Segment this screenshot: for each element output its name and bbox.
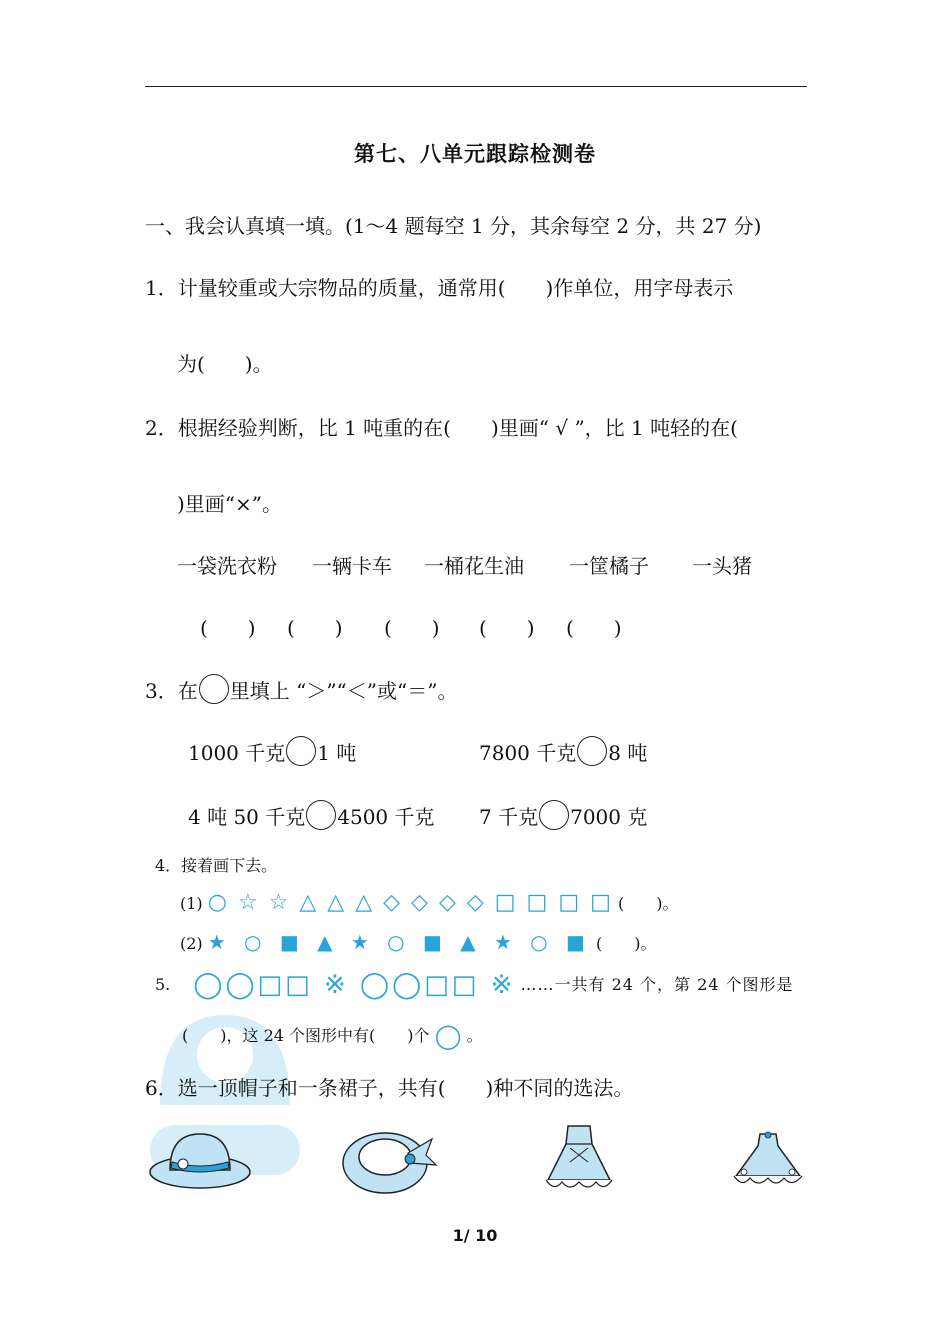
- pattern-shapes-icon: ◯◯□□ ※ ◯◯□□ ※: [193, 970, 516, 1000]
- q6-text: 6．选一顶帽子和一条裙子，共有( )种不同的选法。: [145, 1076, 634, 1100]
- hat-2-icon: [340, 1125, 440, 1200]
- header-rule: [145, 86, 807, 87]
- q3-left: 4 吨 50 千克: [188, 805, 306, 829]
- q3-row: [479, 736, 647, 766]
- q2-answer-blank[interactable]: ( ): [200, 616, 256, 640]
- q3-suffix: 里填上 “＞”“＜”或“＝”。: [229, 679, 458, 703]
- q3-right: 8 吨: [608, 741, 648, 765]
- q3-left: 7 千克: [479, 805, 539, 829]
- pattern-shapes-icon: ★ ○ ■ ▲ ★ ○ ■ ▲ ★ ○ ■: [207, 930, 591, 954]
- q2-item: 一桶花生油: [424, 554, 524, 578]
- compare-circle-icon[interactable]: [539, 800, 569, 830]
- compare-circle-icon[interactable]: [306, 800, 336, 830]
- q3-right: 4500 千克: [337, 805, 435, 829]
- q5-text: ……一共有 24 个，第 24 个图形是: [520, 975, 794, 994]
- q4-row-label: (2): [180, 934, 203, 953]
- q5-number: 5.: [155, 975, 171, 994]
- q1-line2: 为( )。: [177, 352, 273, 376]
- q2-answer-blank[interactable]: ( ): [287, 616, 343, 640]
- compare-circle-icon[interactable]: [577, 736, 607, 766]
- q2-line1: 2．根据经验判断，比 1 吨重的在( )里画“ √ ”，比 1 吨轻的在(: [145, 416, 738, 440]
- q4-blank[interactable]: ( )。: [596, 934, 657, 953]
- q3-prefix: 3．在: [145, 679, 198, 703]
- q5-text: 。: [466, 1026, 483, 1045]
- q2-answer-blank[interactable]: ( ): [384, 616, 440, 640]
- q2-item: 一袋洗衣粉: [177, 554, 277, 578]
- dress-2-icon: [730, 1130, 806, 1192]
- q1-line1: 1．计量较重或大宗物品的质量，通常用( )作单位，用字母表示: [145, 276, 734, 300]
- page-number: 1/ 10: [452, 1226, 498, 1245]
- dress-1-icon: [540, 1122, 618, 1194]
- q3-left: 7800 千克: [479, 741, 577, 765]
- q3-left: 1000 千克: [188, 741, 286, 765]
- q3-row: [479, 800, 647, 830]
- q4-row1: [180, 890, 679, 915]
- q3-instruction: [145, 674, 457, 704]
- q4-blank[interactable]: ( )。: [618, 894, 679, 913]
- q2-item: 一筐橘子: [569, 554, 649, 578]
- compare-circle-icon: [199, 674, 229, 704]
- q4-row2: [180, 930, 657, 954]
- q5-line2: [182, 1022, 483, 1050]
- q5-line1: [155, 970, 794, 1000]
- q2-line2: )里画“×”。: [177, 492, 283, 516]
- q3-right: 1 吨: [317, 741, 357, 765]
- circle-shape-icon: ◯: [434, 1022, 462, 1050]
- page-title: 第七、八单元跟踪检测卷: [354, 141, 596, 166]
- q3-right: 7000 克: [570, 805, 648, 829]
- q3-row: [188, 736, 356, 766]
- q3-row: [188, 800, 435, 830]
- q2-item: 一头猪: [692, 554, 752, 578]
- q2-item: 一辆卡车: [312, 554, 392, 578]
- compare-circle-icon[interactable]: [286, 736, 316, 766]
- q4-row-label: (1): [180, 894, 203, 913]
- q4-title: 4．接着画下去。: [155, 856, 278, 875]
- q2-answer-blank[interactable]: ( ): [479, 616, 535, 640]
- section-heading: 一、我会认真填一填。(1～4 题每空 1 分，其余每空 2 分，共 27 分): [145, 214, 762, 238]
- hat-1-icon: [145, 1122, 255, 1197]
- q5-text: ( )，这 24 个图形中有( )个: [182, 1026, 430, 1045]
- q2-answer-blank[interactable]: ( ): [566, 616, 622, 640]
- pattern-shapes-icon: ○ ☆ ☆ △ △ △ ◇ ◇ ◇ ◇ □ □ □ □: [207, 890, 613, 915]
